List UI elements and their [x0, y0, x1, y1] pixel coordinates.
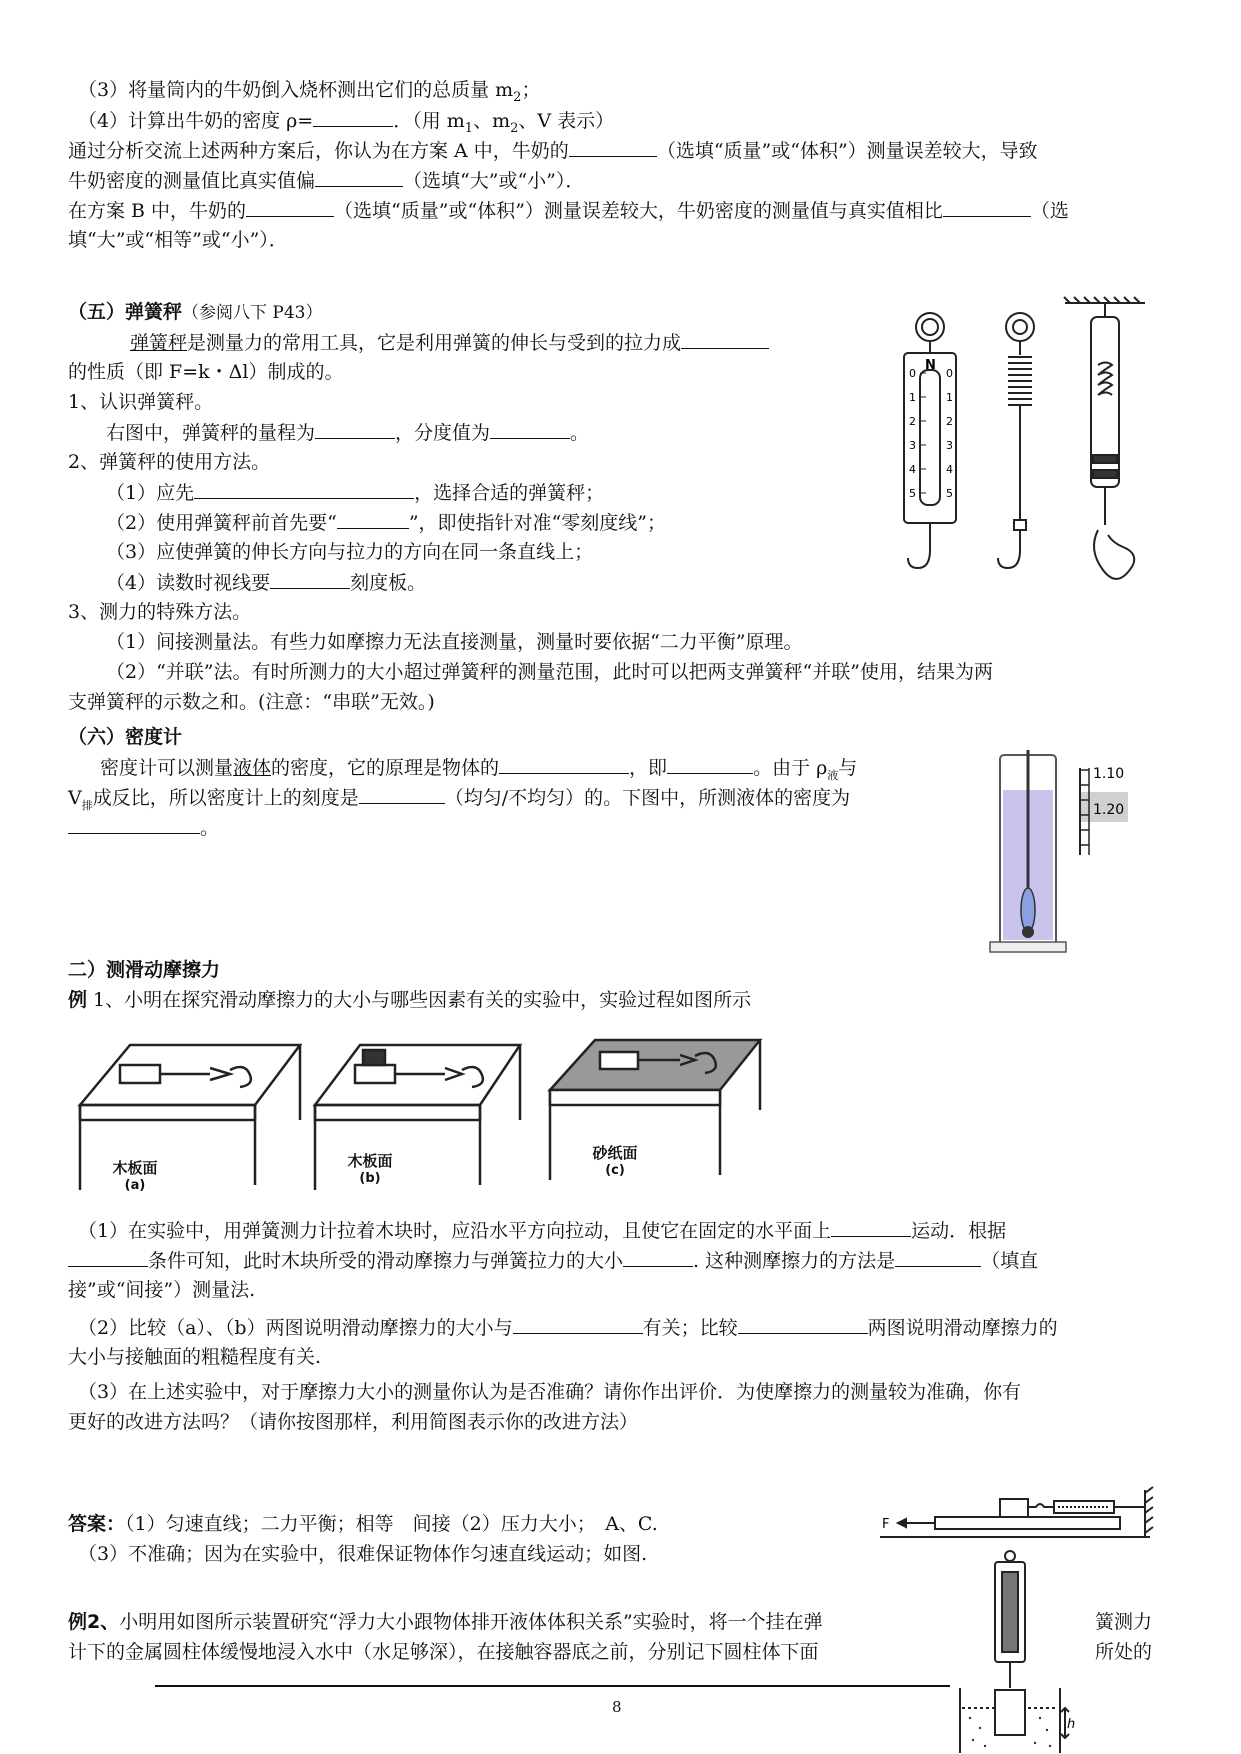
spring-u3 — [106, 540, 593, 564]
question-2-line-2 — [68, 1345, 321, 1369]
spring-intro — [130, 330, 769, 355]
text: 与 — [838, 757, 858, 779]
text: 1、小明在探究滑动摩擦力的大小与哪些因素有关的实验中，实验过程如图所示 — [87, 989, 752, 1011]
text: （选填“质量”或“体积”）测量误差较大，牛奶密度的测量值与真实值相比 — [334, 200, 943, 222]
text: （选 — [1030, 200, 1069, 222]
text: （3）应使弹簧的伸长方向与拉力的方向在同一条直线上； — [106, 541, 594, 563]
hydro-line-1 — [100, 755, 857, 788]
hydrometer-weight — [1022, 926, 1034, 938]
text: 。 — [570, 422, 590, 444]
answer-blank[interactable] — [513, 1315, 643, 1334]
friction-heading — [68, 958, 220, 982]
step-4-text-d: 、V 表示） — [518, 110, 615, 132]
text: 密度计可以测量 — [100, 757, 234, 779]
text: 。 — [200, 817, 220, 839]
text: ，即 — [629, 757, 668, 779]
text: （1）应先 — [106, 482, 195, 504]
hydro-line-2 — [68, 785, 850, 818]
text: （填直 — [981, 1250, 1039, 1272]
answer-blank[interactable] — [831, 1218, 911, 1237]
answer-blank[interactable] — [667, 755, 753, 774]
depth-label-h: h — [1067, 1717, 1076, 1732]
scale-tick-right: 2 — [946, 415, 953, 428]
subscript: 液 — [827, 768, 839, 782]
caption-b — [340, 1150, 400, 1186]
analysis-line-4 — [68, 228, 288, 252]
text: （1）匀速直线；二力平衡；相等 间接（2）压力大小； A、C. — [125, 1513, 658, 1535]
answer-blank[interactable] — [623, 1248, 693, 1267]
text: （3）不准确；因为在实验中，很难保证物体作匀速直线运动；如图. — [78, 1543, 648, 1565]
spring-s2 — [68, 450, 270, 474]
example-2-line-2 — [68, 1640, 819, 1664]
punct: ； — [521, 79, 541, 101]
answer-blank[interactable] — [337, 510, 409, 529]
text: 牛奶密度的测量值比真实值偏 — [68, 170, 316, 192]
text: 1、认识弹簧秤。 — [68, 391, 214, 413]
caption-c — [585, 1142, 645, 1178]
friction-experiment-figures — [70, 1030, 790, 1205]
text: 成反比，所以密度计上的刻度是 — [92, 787, 359, 809]
question-3-line-1 — [78, 1380, 1021, 1404]
spring-m2 — [106, 660, 993, 684]
caption-surface: 砂纸面 — [592, 1144, 638, 1162]
text: 接”或“间接”）测量法. — [68, 1279, 256, 1301]
hydrometer-figure — [985, 750, 1140, 965]
text: （选填“大”或“小”）． — [403, 170, 585, 192]
text: 两图说明滑动摩擦力的 — [867, 1317, 1058, 1339]
text: 的密度，它的原理是物体的 — [271, 757, 500, 779]
scale-tick-left: 3 — [909, 439, 916, 452]
answer-blank[interactable] — [499, 755, 629, 774]
text: 条件可知，此时木块所受的滑动摩擦力与弹簧拉力的大小 — [148, 1250, 624, 1272]
step-4-text: （4）计算出牛奶的密度 ρ= — [78, 110, 314, 132]
answer-blank[interactable] — [68, 1248, 148, 1267]
text: （选填“质量”或“体积”）测量误差较大，导致 — [656, 140, 1038, 162]
answer-blank[interactable] — [943, 198, 1031, 217]
scale-tick-left: 0 — [909, 367, 916, 380]
step-4-text-b: ．（用 m — [393, 110, 465, 132]
example-2-line-1-right — [1095, 1610, 1152, 1634]
hydrometer-heading — [68, 725, 182, 749]
caption-tag: (a) — [124, 1178, 146, 1193]
text: 右图中，弹簧秤的量程为 — [106, 422, 316, 444]
scale-tick-left: 4 — [909, 463, 916, 476]
text: 有关；比较 — [642, 1317, 738, 1339]
improved-method-figure — [880, 1485, 1170, 1545]
spring-scale-3 — [1064, 297, 1145, 579]
text: 的性质（即 F=k・Δl）制成的。 — [68, 361, 344, 383]
answer-blank[interactable] — [490, 420, 570, 439]
spring-s1a — [106, 420, 589, 445]
text: 簧测力 — [1095, 1611, 1153, 1633]
text: （2）“并联”法。有时所测力的大小超过弹簧秤的测量范围，此时可以把两支弹簧秤“并联”使用，结果为两 — [106, 661, 993, 683]
caption-tag: (b) — [359, 1171, 381, 1186]
question-1-line-3 — [68, 1278, 255, 1302]
text: 支弹簧秤的示数之和。(注意：“串联”无效。) — [68, 691, 435, 713]
answer-blank[interactable] — [738, 1315, 868, 1334]
spring-u4 — [106, 570, 426, 595]
hydrometer-bulb — [1021, 888, 1035, 932]
section-title: 二）测滑动摩擦力 — [68, 959, 221, 981]
text: 小明用如图所示装置研究“浮力大小跟物体排开液体体积关系”实验时，将一个挂在弹 — [119, 1611, 823, 1633]
text: ”，即使指针对准“零刻度线”； — [408, 512, 666, 534]
example-1 — [68, 988, 751, 1012]
spring-heading — [68, 300, 323, 325]
caption-tag: (c) — [605, 1163, 625, 1178]
answer-line-1 — [68, 1512, 658, 1536]
answer-blank[interactable] — [246, 198, 334, 217]
force-label: F — [882, 1517, 890, 1532]
example-2-line-2-right — [1095, 1640, 1152, 1664]
text: 所处的 — [1095, 1641, 1153, 1663]
figure-c — [550, 1040, 760, 1180]
page-number-text: 8 — [612, 1698, 622, 1716]
hydro-line-3 — [68, 815, 219, 840]
buoyancy-figure — [955, 1548, 1080, 1754]
spring-scale-2 — [998, 313, 1034, 568]
example-label: 例2、 — [68, 1611, 120, 1633]
text: ，选择合适的弹簧秤； — [414, 482, 605, 504]
caption-surface: 木板面 — [112, 1159, 158, 1177]
answer-blank[interactable] — [313, 108, 393, 127]
subscript: 排 — [81, 798, 93, 812]
answer-blank[interactable] — [194, 480, 414, 499]
spring-m1 — [106, 630, 803, 654]
text: （1）间接测量法。有些力如摩擦力无法直接测量，测量时要依据“二力平衡”原理。 — [106, 631, 803, 653]
answer-blank[interactable] — [270, 570, 350, 589]
text: （2）比较（a）、（b）两图说明滑动摩擦力的大小与 — [78, 1317, 513, 1339]
spring-s3 — [68, 600, 251, 624]
text: （均匀/不均匀）的。下图中，所测液体的密度为 — [444, 787, 851, 809]
text: （1）在实验中，用弹簧测力计拉着木块时，应沿水平方向拉动，且使它在固定的水平面上 — [78, 1220, 832, 1242]
term: 液体 — [233, 757, 272, 779]
question-3-line-2 — [68, 1410, 638, 1434]
text: 刻度板。 — [350, 572, 427, 594]
analysis-line-2 — [68, 168, 584, 193]
text: （3）在上述实验中，对于摩擦力大小的测量你认为是否准确？请你作出评价．为使摩擦力的测量较为准确，你有 — [78, 1381, 1022, 1403]
answer-blank[interactable] — [569, 138, 657, 157]
answer-blank[interactable] — [315, 420, 395, 439]
scale-tick-left: 5 — [909, 487, 916, 500]
step-3-text: （3）将量筒内的牛奶倒入烧杯测出它们的总质量 m — [78, 79, 514, 101]
example-label: 例 — [68, 989, 88, 1011]
scale-tick-left: 1 — [909, 391, 916, 404]
text: 3、测力的特殊方法。 — [68, 601, 252, 623]
text: 通过分析交流上述两种方案后，你认为在方案 A 中，牛奶的 — [68, 140, 569, 162]
section-title: （六）密度计 — [68, 726, 183, 748]
answer-blank[interactable] — [681, 330, 769, 349]
text: ，分度值为 — [395, 422, 491, 444]
text: 2、弹簧秤的使用方法。 — [68, 451, 271, 473]
text: （2）使用弹簧秤前首先要“ — [106, 512, 337, 534]
step-3 — [78, 78, 540, 110]
cylinder-base — [990, 942, 1066, 952]
scale-tick-right: 0 — [946, 367, 953, 380]
analysis-line-3 — [68, 198, 1069, 223]
scale-tick-right: 4 — [946, 463, 953, 476]
section-title: （五）弹簧秤 — [68, 301, 183, 323]
analysis-line-1 — [68, 138, 1038, 163]
text: （4）读数时视线要 — [106, 572, 271, 594]
reference-note: （参阅八下 P43） — [182, 303, 323, 323]
answer-blank[interactable] — [315, 168, 403, 187]
step-4 — [78, 108, 614, 141]
step-4-text-c: 、m — [473, 110, 511, 132]
scale-tick-right: 3 — [946, 439, 953, 452]
scale-tick-right: 1 — [946, 391, 953, 404]
scale-unit-letter: N — [925, 358, 936, 373]
example-2-line-1 — [68, 1610, 823, 1634]
text: 计下的金属圆柱体缓慢地浸入水中（水足够深），在接触容器底之前，分别记下圆柱体下面 — [68, 1641, 819, 1663]
subscript: 1 — [464, 120, 474, 136]
spring-m2b — [68, 690, 435, 714]
mark-1.20: 1.20 — [1093, 802, 1125, 818]
question-2-line-1 — [78, 1315, 1058, 1340]
subscript: 2 — [510, 120, 519, 136]
question-1-line-2 — [68, 1248, 1038, 1273]
spring-intro-2 — [68, 360, 343, 384]
spring-s1 — [68, 390, 213, 414]
text: 运动．根据 — [911, 1220, 1007, 1242]
text: 。由于 ρ — [753, 757, 828, 779]
scale-tick-labels — [909, 367, 953, 500]
spring-u2 — [106, 510, 666, 535]
answer-blank[interactable] — [68, 815, 200, 834]
text: 是测量力的常用工具，它是利用弹簧的伸长与受到的拉力成 — [187, 332, 682, 354]
spring-u1 — [106, 480, 604, 505]
caption-a — [105, 1157, 165, 1193]
caption-surface: 木板面 — [347, 1152, 393, 1170]
text: 大小与接触面的粗糙程度有关. — [68, 1346, 322, 1368]
question-1-line-1 — [78, 1218, 1006, 1243]
text: 更好的改进方法吗？（请你按图那样，利用简图表示你的改进方法） — [68, 1411, 639, 1433]
term: 弹簧秤 — [130, 332, 188, 354]
answer-label: 答案： — [68, 1513, 126, 1535]
footer-rule — [155, 1685, 950, 1687]
spring-scale-figures — [880, 295, 1165, 640]
scale-tick-left: 2 — [909, 415, 916, 428]
answer-blank[interactable] — [359, 785, 445, 804]
answer-blank[interactable] — [895, 1248, 981, 1267]
text: 在方案 B 中，牛奶的 — [68, 200, 247, 222]
mark-1.10: 1.10 — [1093, 766, 1125, 782]
subscript: 2 — [513, 89, 522, 105]
page-number — [612, 1695, 622, 1719]
text: . 这种测摩擦力的方法是 — [693, 1250, 896, 1272]
answer-line-2 — [78, 1542, 647, 1566]
text: V — [68, 787, 82, 809]
scale-tick-right: 5 — [946, 487, 953, 500]
text: 填“大”或“相等”或“小”）． — [68, 229, 288, 251]
